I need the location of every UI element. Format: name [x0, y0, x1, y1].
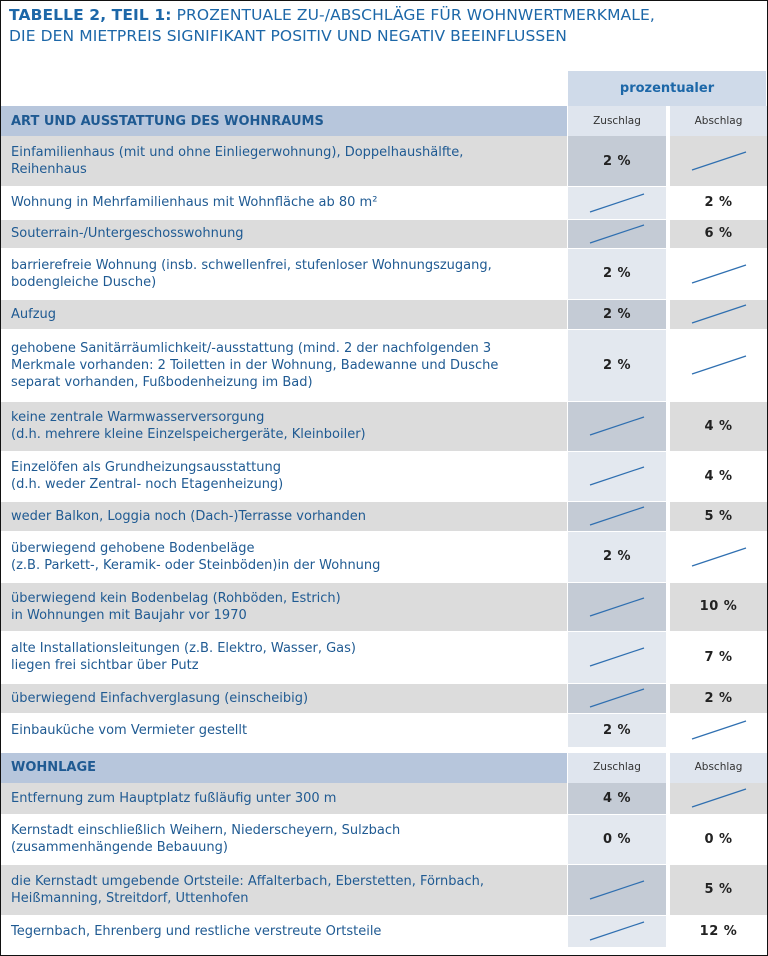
zuschlag-cell	[568, 582, 666, 631]
column-header-zuschlag: Zuschlag	[568, 106, 666, 136]
zuschlag-cell	[568, 783, 666, 814]
zuschlag-cell	[568, 865, 666, 915]
row-label-line: Reihenhaus	[11, 162, 87, 177]
zuschlag-cell	[568, 632, 666, 683]
abschlag-cell	[670, 582, 767, 631]
abschlag-cell	[670, 915, 767, 947]
not-applicable-slash-icon	[588, 415, 646, 437]
row-label-line: überwiegend Einfachverglasung (einscheibig)	[11, 690, 309, 706]
abschlag-cell	[670, 299, 767, 329]
row-label-line: (zusammenhängende Bebauung)	[11, 840, 228, 856]
table-row	[1, 249, 767, 299]
abschlag-cell	[670, 452, 767, 501]
row-label-line: in Wohnungen mit Baujahr vor 1970	[11, 607, 247, 623]
row-label-line: Aufzug	[11, 306, 57, 322]
title-label: TABELLE 2, TEIL 1:	[9, 6, 172, 24]
abschlag-value: 5 %	[704, 508, 733, 524]
abschlag-cell	[670, 632, 767, 683]
section-header	[1, 106, 767, 136]
not-applicable-slash-icon	[690, 546, 748, 568]
abschlag-cell	[670, 219, 767, 248]
row-label-line: (d.h. mehrere kleine Einzelspeichergeräte, Kleinboiler)	[11, 427, 366, 443]
not-applicable-slash-icon	[690, 719, 748, 741]
row-label-line: keine zentrale Warmwasserversorgung	[11, 410, 265, 426]
zuschlag-value: 4 %	[602, 790, 632, 806]
zuschlag-value: 2 %	[602, 266, 632, 282]
row-label-line: Wohnung in Mehrfamilienhaus mit Wohnfläche ab 80 m²	[11, 195, 378, 211]
row-label	[1, 915, 567, 947]
section-header	[1, 753, 767, 783]
zuschlag-cell	[568, 501, 666, 531]
row-label-line: die Kernstadt umgebende Ortsteile: Affalterbach, Eberstetten, Förnbach,	[11, 873, 485, 889]
row-label-line: Kernstadt einschließlich Weihern, Niederscheyern, Sulzbach	[11, 823, 401, 839]
row-label	[1, 865, 567, 915]
table-row	[1, 865, 767, 915]
row-label-line: liegen frei sichtbar über Putz	[11, 658, 199, 674]
not-applicable-slash-icon	[588, 223, 646, 245]
title-line-2: DIE DEN MIETPREIS SIGNIFIKANT POSITIV UND NEGATIV BEEINFLUSSEN	[9, 27, 567, 45]
not-applicable-slash-icon	[690, 150, 748, 172]
row-label-line: überwiegend gehobene Bodenbeläge	[11, 540, 255, 556]
abschlag-value: 5 %	[704, 882, 733, 898]
not-applicable-slash-icon	[588, 646, 646, 668]
row-label	[1, 582, 567, 631]
title-line-1: PROZENTUALE ZU-/ABSCHLÄGE FÜR WOHNWERTMERKMALE,	[176, 6, 655, 24]
abschlag-cell	[670, 783, 767, 814]
row-label-line: (z.B. Parkett-, Keramik- oder Steinböden)in der Wohnung	[11, 557, 381, 573]
row-label-line: weder Balkon, Loggia noch (Dach-)Terrasse vorhanden	[11, 508, 366, 524]
abschlag-value: 12 %	[699, 923, 738, 939]
abschlag-value: 0 %	[704, 831, 733, 847]
zuschlag-value: 2 %	[602, 549, 632, 565]
zuschlag-cell	[568, 249, 666, 299]
zuschlag-value: 2 %	[602, 722, 632, 738]
abschlag-cell	[670, 136, 767, 186]
row-label	[1, 299, 567, 329]
row-label	[1, 249, 567, 299]
row-label-line: alte Installationsleitungen (z.B. Elektro, Wasser, Gas)	[11, 641, 356, 657]
table-row	[1, 632, 767, 683]
table-row	[1, 582, 767, 631]
abschlag-cell	[670, 330, 767, 401]
zuschlag-cell	[568, 452, 666, 501]
row-label-line: Entfernung zum Hauptplatz fußläufig unter 300 m	[11, 790, 337, 806]
not-applicable-slash-icon	[588, 192, 646, 214]
zuschlag-cell	[568, 714, 666, 747]
section-title: WOHNLAGE	[1, 753, 567, 783]
not-applicable-slash-icon	[690, 303, 748, 325]
abschlag-value: 2 %	[704, 195, 733, 211]
row-label-line: Einbauküche vom Vermieter gestellt	[11, 722, 248, 738]
row-label-line: Merkmale vorhanden: 2 Toiletten in der Wohnung, Badewanne und Dusche	[11, 357, 499, 373]
not-applicable-slash-icon	[588, 596, 646, 618]
zuschlag-value: 2 %	[602, 153, 632, 169]
not-applicable-slash-icon	[588, 920, 646, 942]
table-title	[9, 5, 759, 47]
abschlag-cell	[670, 187, 767, 219]
not-applicable-slash-icon	[588, 465, 646, 487]
table-row	[1, 814, 767, 864]
row-label	[1, 532, 567, 582]
abschlag-cell	[670, 714, 767, 747]
section-title: ART UND AUSSTATTUNG DES WOHNRAUMS	[1, 106, 567, 136]
table-row	[1, 452, 767, 501]
row-label-line: gehobene Sanitärräumlichkeit/-ausstattung (mind. 2 der nachfolgenden 3	[11, 340, 492, 356]
zuschlag-cell	[568, 187, 666, 219]
row-label-line: (d.h. weder Zentral- noch Etagenheizung)	[11, 477, 284, 493]
row-label	[1, 714, 567, 747]
row-label	[1, 783, 567, 814]
zuschlag-cell	[568, 683, 666, 713]
column-group-header: prozentualer	[568, 71, 766, 106]
abschlag-cell	[670, 249, 767, 299]
abschlag-value: 10 %	[699, 599, 738, 615]
table-row	[1, 219, 767, 248]
abschlag-value: 4 %	[704, 418, 733, 434]
zuschlag-value: 2 %	[602, 357, 632, 373]
table-row	[1, 299, 767, 329]
zuschlag-cell	[568, 915, 666, 947]
zuschlag-cell	[568, 401, 666, 451]
table-row	[1, 330, 767, 401]
zuschlag-value: 2 %	[602, 306, 632, 322]
zuschlag-value: 0 %	[602, 831, 632, 847]
abschlag-value: 4 %	[704, 468, 733, 484]
row-label	[1, 683, 567, 713]
row-label-line: Tegernbach, Ehrenberg und restliche verstreute Ortsteile	[11, 923, 382, 939]
abschlag-value: 6 %	[704, 226, 733, 242]
row-label-line: bodengleiche Dusche)	[11, 274, 157, 290]
row-label-line: separat vorhanden, Fußbodenheizung im Bad)	[11, 374, 313, 390]
table-row	[1, 136, 767, 186]
table-row	[1, 532, 767, 582]
not-applicable-slash-icon	[588, 687, 646, 709]
row-label-line: Einfamilienhaus (mit und ohne Einliegerwohnung), Doppelhaushälfte,	[11, 145, 464, 160]
zuschlag-cell	[568, 532, 666, 582]
row-label-line: Heißmanning, Streitdorf, Uttenhofen	[11, 890, 249, 906]
zuschlag-cell	[568, 299, 666, 329]
table-row	[1, 714, 767, 747]
not-applicable-slash-icon	[588, 505, 646, 527]
abschlag-cell	[670, 683, 767, 713]
abschlag-value: 7 %	[704, 649, 733, 665]
zuschlag-cell	[568, 219, 666, 248]
abschlag-cell	[670, 865, 767, 915]
row-label	[1, 452, 567, 501]
table-row	[1, 915, 767, 947]
not-applicable-slash-icon	[588, 879, 646, 901]
not-applicable-slash-icon	[690, 787, 748, 809]
table-row	[1, 783, 767, 814]
zuschlag-cell	[568, 136, 666, 186]
column-header-abschlag: Abschlag	[670, 106, 767, 136]
abschlag-cell	[670, 501, 767, 531]
column-header-abschlag: Abschlag	[670, 753, 767, 783]
zuschlag-cell	[568, 330, 666, 401]
table-row	[1, 401, 767, 451]
zuschlag-cell	[568, 814, 666, 864]
abschlag-cell	[670, 401, 767, 451]
row-label-line: Souterrain-/Untergeschosswohnung	[11, 226, 244, 242]
rate-table	[1, 106, 767, 948]
table-row	[1, 187, 767, 219]
table-row	[1, 501, 767, 531]
row-label	[1, 136, 567, 186]
row-label	[1, 187, 567, 219]
row-label-line: überwiegend kein Bodenbelag (Rohböden, Estrich)	[11, 590, 341, 606]
row-label	[1, 401, 567, 451]
row-label	[1, 501, 567, 531]
abschlag-cell	[670, 532, 767, 582]
row-label	[1, 632, 567, 683]
column-header-zuschlag: Zuschlag	[568, 753, 666, 783]
abschlag-value: 2 %	[704, 690, 733, 706]
row-label	[1, 814, 567, 864]
row-label	[1, 219, 567, 248]
row-label	[1, 330, 567, 401]
row-label-line: Einzelöfen als Grundheizungsausstattung	[11, 460, 281, 476]
row-label-line: barrierefreie Wohnung (insb. schwellenfrei, stufenloser Wohnungszugang,	[11, 257, 492, 273]
table-body	[1, 106, 767, 948]
not-applicable-slash-icon	[690, 263, 748, 285]
table-row	[1, 683, 767, 713]
not-applicable-slash-icon	[690, 354, 748, 376]
abschlag-cell	[670, 814, 767, 864]
